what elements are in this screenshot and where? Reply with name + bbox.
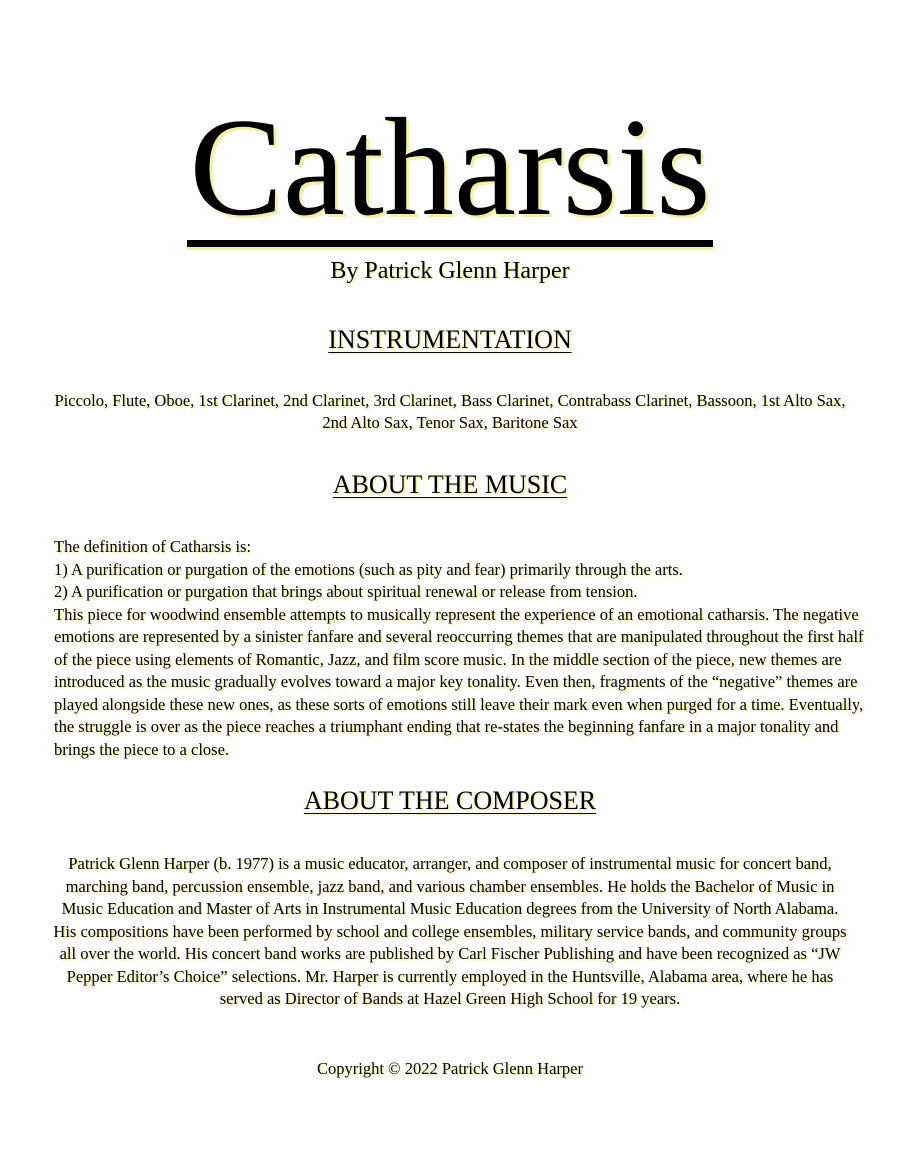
definition-2: 2) A purification or purgation that brings about spiritual renewal or release from tension. [54,582,638,601]
page-title: Catharsis [189,90,711,245]
definition-intro: The definition of Catharsis is: [54,537,252,556]
title-block [0,90,900,247]
instrumentation-heading [0,325,900,355]
copyright-notice: Copyright © 2022 Patrick Glenn Harper [317,1059,583,1078]
about-music-body [54,536,874,761]
about-composer-heading [0,786,900,816]
about-composer-body: Patrick Glenn Harper (b. 1977) is a music educator, arranger, and composer of instrumental music for concert band, marching band, percussion ensemble, jazz band, and various chamber ensembles. He holds the Bachelor of Music in Music Education and Master of Arts in Instrumental Music Education degrees from the University of North Alabama. His compositions have been performed by school and college ensembles, military service bands, and community groups all over the world. His concert band works are published by Carl Fischer Publishing and have been recognized as “JW Pepper Editor’s Choice” selections. Mr. Harper is currently employed in the Huntsville, Alabama area, where he has served as Director of Bands at Hazel Green High School for 19 years. [53,854,847,1008]
about-music-heading [0,470,900,500]
instrumentation-heading-text: INSTRUMENTATION [328,325,572,354]
about-music-heading-text: ABOUT THE MUSIC [332,470,568,499]
definition-1: 1) A purification or purgation of the emotions (such as pity and fear) primarily through the arts. [54,559,683,579]
instrumentation-text: Piccolo, Flute, Oboe, 1st Clarinet, 2nd Clarinet, 3rd Clarinet, Bass Clarinet, Contrabass Clarinet, Bassoon, 1st Alto Sax, 2nd Alto Sax, Tenor Sax, Baritone Sax [54,391,846,432]
byline: By Patrick Glenn Harper [330,258,570,284]
music-description: This piece for woodwind ensemble attempts to musically represent the experience of an emotional catharsis. The negative emotions are represented by a sinister fanfare and several reoccurring themes that are manipulated throughout the first half of the piece using elements of Romantic, Jazz, and film score music. In the middle section of the piece, new themes are introduced as the music gradually evolves toward a major key tonality. Even then, fragments of the “negative” themes are played alongside these new ones, as these sorts of emotions still leave their mark even when purged for a time. Eventually, the struggle is over as the piece reaches a triumphant ending that re-states the beginning fanfare in a major tonality and brings the piece to a close. [54,604,864,759]
about-composer-heading-text: ABOUT THE COMPOSER [303,786,597,815]
